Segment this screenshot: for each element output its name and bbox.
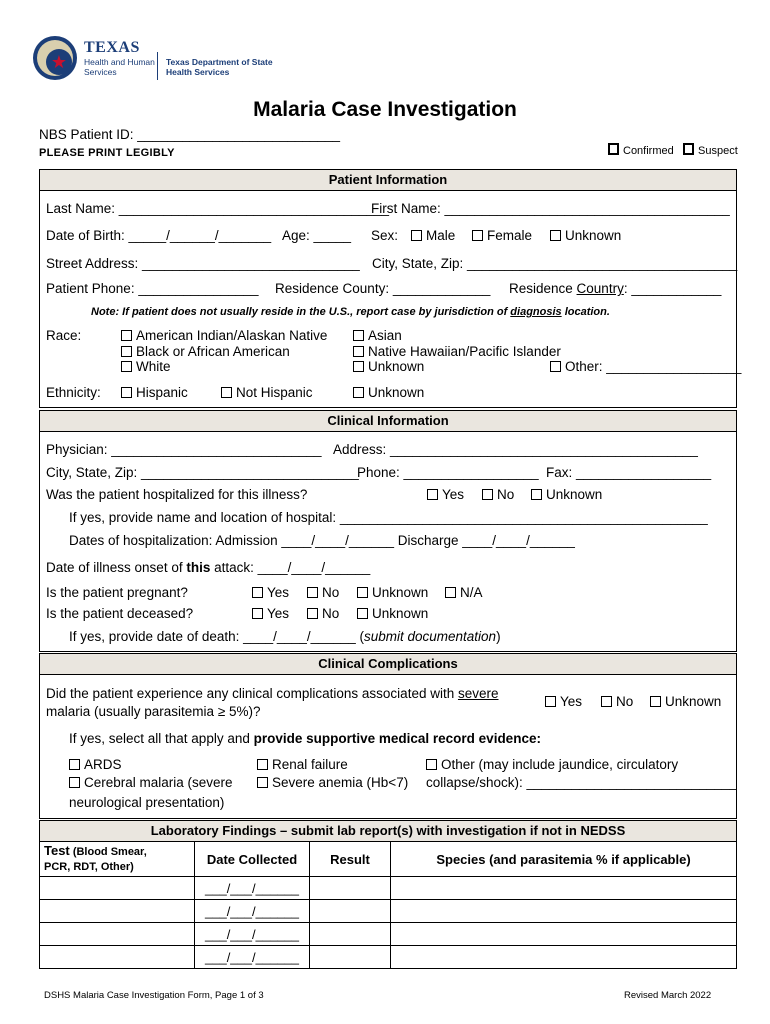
ethnicity-label: Ethnicity: (46, 385, 101, 400)
patient-info-heading: Patient Information (39, 169, 737, 191)
physician-fax-field[interactable]: Fax: __________________ (546, 465, 712, 480)
table-row (40, 923, 737, 946)
residence-county-field[interactable]: Residence County: _____________ (275, 281, 491, 296)
pregnant-unknown-checkbox[interactable]: Unknown (357, 585, 428, 600)
severe-anemia-checkbox[interactable]: Severe anemia (Hb<7) (257, 775, 408, 790)
pregnant-yes-checkbox[interactable]: Yes (252, 585, 289, 600)
hospitalized-question: Was the patient hospitalized for this illness? (46, 487, 308, 502)
page-title: Malaria Case Investigation (253, 98, 517, 121)
table-row (40, 946, 737, 969)
deceased-yes-checkbox[interactable]: Yes (252, 606, 289, 621)
footer-revised-date: Revised March 2022 (624, 990, 712, 1001)
physician-field[interactable]: Physician: ____________________________ (46, 442, 322, 457)
ethnicity-hispanic-checkbox[interactable]: Hispanic (121, 385, 188, 400)
date-of-death-field[interactable]: If yes, provide date of death: ____/____/______ (submit documentation) (69, 629, 501, 644)
sex-female-checkbox[interactable]: Female (472, 228, 532, 243)
lab-result-cell[interactable] (310, 923, 391, 946)
ethnicity-not-hispanic-checkbox[interactable]: Not Hispanic (221, 385, 313, 400)
status-confirmed-checkbox[interactable]: Confirmed (608, 143, 674, 157)
deceased-unknown-checkbox[interactable]: Unknown (357, 606, 428, 621)
lab-findings-heading: Laboratory Findings – submit lab report(s) with investigation if not in NEDSS (39, 820, 737, 842)
hospitalized-unknown-checkbox[interactable]: Unknown (531, 487, 602, 502)
residence-note: Note: If patient does not usually reside in the U.S., report case by jurisdiction of diagnosis location. (91, 306, 610, 318)
pregnant-na-checkbox[interactable]: N/A (445, 585, 483, 600)
nbs-patient-id-field[interactable]: NBS Patient ID: ___________________________ (39, 127, 341, 142)
complications-yes-checkbox[interactable]: Yes (545, 694, 582, 709)
brand-hhs-line1: Health and Human (84, 57, 155, 67)
lab-species-cell[interactable] (391, 877, 737, 900)
complications-select-instruction: If yes, select all that apply and provide supportive medical record evidence: (69, 731, 541, 746)
hospitalization-dates-field[interactable]: Dates of hospitalization: Admission ____/____/______ Discharge ____/____/______ (69, 533, 575, 548)
brand-hhs-line2: Services (84, 67, 117, 77)
deceased-question: Is the patient deceased? (46, 606, 194, 621)
complications-no-checkbox[interactable]: No (601, 694, 633, 709)
race-aian-checkbox[interactable]: American Indian/Alaskan Native (121, 328, 327, 343)
lab-date-cell[interactable]: ___/___/______ (195, 923, 310, 946)
brand-divider (157, 52, 158, 80)
race-other-checkbox[interactable]: Other: __________________ (550, 359, 741, 374)
col-result-header: Result (310, 842, 391, 877)
lab-test-cell[interactable] (40, 923, 195, 946)
cerebral-malaria-label-line2: neurological presentation) (69, 795, 225, 810)
lab-date-cell[interactable]: ___/___/______ (195, 877, 310, 900)
brand-texas: TEXAS (84, 39, 140, 56)
sex-label: Sex: (371, 228, 399, 243)
status-suspect-checkbox[interactable]: Suspect (683, 143, 738, 157)
lab-result-cell[interactable] (310, 946, 391, 969)
sex-unknown-checkbox[interactable]: Unknown (550, 228, 621, 243)
lab-test-cell[interactable] (40, 900, 195, 923)
race-asian-checkbox[interactable]: Asian (353, 328, 402, 343)
hospitalized-no-checkbox[interactable]: No (482, 487, 514, 502)
pregnant-question: Is the patient pregnant? (46, 585, 188, 600)
age-field[interactable]: Age: _____ (282, 228, 352, 243)
col-test-header: Test (Blood Smear, PCR, RDT, Other) (40, 842, 195, 877)
complications-unknown-checkbox[interactable]: Unknown (650, 694, 721, 709)
lab-test-cell[interactable] (40, 877, 195, 900)
texas-seal-icon: ★ (33, 36, 77, 80)
lab-species-cell[interactable] (391, 946, 737, 969)
hospitalized-yes-checkbox[interactable]: Yes (427, 487, 464, 502)
dob-field[interactable]: Date of Birth: _____/______/_______ (46, 228, 272, 243)
lab-date-cell[interactable]: ___/___/______ (195, 900, 310, 923)
illness-onset-field[interactable]: Date of illness onset of this attack: ____/____/______ (46, 560, 371, 575)
clinical-info-heading: Clinical Information (39, 410, 737, 432)
print-legibly-note: PLEASE PRINT LEGIBLY (39, 147, 175, 159)
ethnicity-unknown-checkbox[interactable]: Unknown (353, 385, 424, 400)
race-unknown-checkbox[interactable]: Unknown (353, 359, 424, 374)
last-name-field[interactable]: Last Name: ____________________________________ (46, 201, 390, 216)
other-complication-field[interactable]: collapse/shock): ____________________________ (426, 775, 737, 790)
physician-city-state-zip-field[interactable]: City, State, Zip: _____________________________ (46, 465, 359, 480)
brand-dshs-line2: Health Services (166, 67, 230, 77)
table-row (40, 877, 737, 900)
first-name-field[interactable]: First Name: ______________________________________ (371, 201, 730, 216)
race-white-checkbox[interactable]: White (121, 359, 171, 374)
ards-checkbox[interactable]: ARDS (69, 757, 122, 772)
physician-address-field[interactable]: Address: _________________________________________ (333, 442, 698, 457)
lab-test-cell[interactable] (40, 946, 195, 969)
lab-species-cell[interactable] (391, 923, 737, 946)
table-row (40, 900, 737, 923)
col-date-header: Date Collected (195, 842, 310, 877)
deceased-no-checkbox[interactable]: No (307, 606, 339, 621)
physician-phone-field[interactable]: Phone: __________________ (357, 465, 539, 480)
hospital-name-field[interactable]: If yes, provide name and location of hospital: _________________________________________________ (69, 510, 708, 525)
complications-question-line2: malaria (usually parasitemia ≥ 5%)? (46, 704, 261, 719)
complications-question-line1: Did the patient experience any clinical complications associated with severe (46, 686, 499, 701)
col-species-header: Species (and parasitemia % if applicable) (391, 842, 737, 877)
footer-page-info: DSHS Malaria Case Investigation Form, Page 1 of 3 (44, 990, 264, 1001)
patient-phone-field[interactable]: Patient Phone: ________________ (46, 281, 259, 296)
lab-species-cell[interactable] (391, 900, 737, 923)
renal-failure-checkbox[interactable]: Renal failure (257, 757, 348, 772)
brand-dshs-line1: Texas Department of State (166, 57, 273, 67)
pregnant-no-checkbox[interactable]: No (307, 585, 339, 600)
other-complication-checkbox[interactable]: Other (may include jaundice, circulatory (426, 757, 678, 772)
sex-male-checkbox[interactable]: Male (411, 228, 455, 243)
race-label: Race: (46, 328, 82, 343)
street-address-field[interactable]: Street Address: _____________________________ (46, 256, 360, 271)
city-state-zip-field[interactable]: City, State, Zip: ____________________________________ (372, 256, 738, 271)
lab-findings-table (39, 841, 737, 969)
race-black-checkbox[interactable]: Black or African American (121, 344, 290, 359)
cerebral-malaria-checkbox[interactable]: Cerebral malaria (severe (69, 775, 233, 790)
residence-country-field[interactable]: Residence Country: ____________ (509, 281, 722, 296)
lab-date-cell[interactable]: ___/___/______ (195, 946, 310, 969)
lab-result-cell[interactable] (310, 877, 391, 900)
complications-heading: Clinical Complications (39, 653, 737, 675)
race-nhpi-checkbox[interactable]: Native Hawaiian/Pacific Islander (353, 344, 561, 359)
lab-result-cell[interactable] (310, 900, 391, 923)
